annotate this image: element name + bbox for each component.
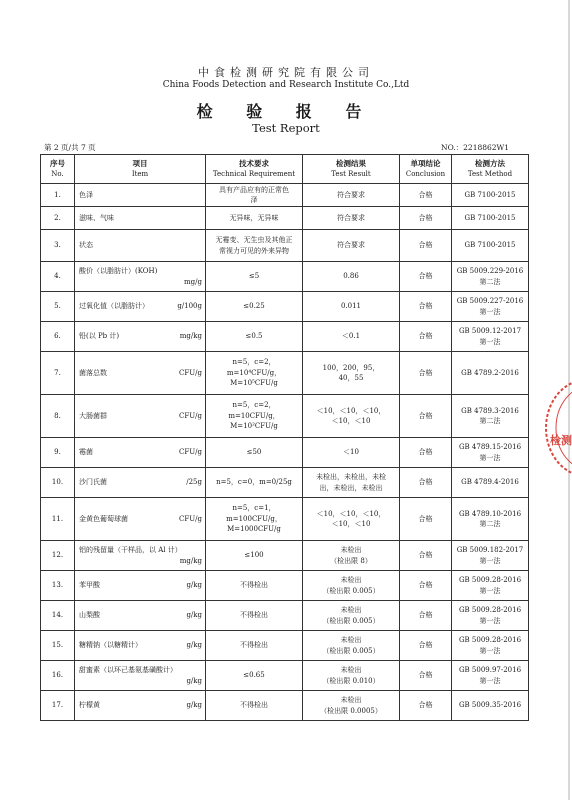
item-name: 过氧化值（以脂肪计）: [79, 302, 149, 311]
row-method-line: GB 5009.227-2016: [456, 297, 524, 305]
row-result-line: ＜10，＜10: [331, 520, 371, 528]
row-method: [452, 352, 529, 395]
row-conclusion: 合格: [400, 207, 452, 230]
row-method: [452, 322, 529, 352]
row-result: [303, 292, 400, 322]
row-method-line: GB 4789.4-2016: [461, 478, 519, 487]
row-item: [75, 184, 206, 207]
row-requirement: [206, 498, 303, 541]
row-number: 5.: [41, 292, 75, 322]
item-unit: mg/kg: [179, 332, 202, 341]
row-result: [303, 468, 400, 498]
row-item: [75, 292, 206, 322]
row-number: 16.: [41, 661, 75, 691]
row-requirement-line: 不得检出: [240, 581, 268, 590]
row-conclusion: 合格: [400, 571, 452, 601]
row-requirement-line: 不得检出: [240, 641, 268, 650]
row-item: [75, 631, 206, 661]
row-result-line: 出，未检出，未检出: [319, 483, 383, 492]
row-requirement-line: m=10⁴CFU/g，: [226, 368, 282, 377]
item-unit: CFU/g: [179, 514, 202, 523]
row-requirement-line: ≤5: [248, 272, 260, 281]
row-number: 3.: [41, 230, 75, 262]
row-requirement-line: ≤0.5: [245, 332, 263, 341]
row-method-line: 第二法: [479, 520, 501, 528]
table-row: [41, 571, 529, 601]
table-body: [41, 184, 529, 721]
row-item: [75, 322, 206, 352]
row-item: [75, 262, 206, 292]
item-unit: g/kg: [186, 701, 202, 710]
row-result-line: 0.011: [340, 302, 362, 311]
page-number: 第 2 页/共 7 页: [44, 143, 96, 152]
row-method: [452, 541, 529, 571]
item-name: 铝的残留量（干样品，以 Al 计）: [79, 546, 182, 554]
column-header-result: 检测结果 Test Result: [303, 155, 400, 184]
row-method-line: 第一法: [479, 586, 501, 595]
row-number: 12.: [41, 541, 75, 571]
row-item: [75, 601, 206, 631]
organization-name-cn: 中食检测研究院有限公司: [198, 66, 374, 79]
row-result: [303, 230, 400, 262]
row-result: [303, 395, 400, 438]
item-unit: CFU/g: [179, 411, 202, 420]
item-name: 菌落总数: [79, 368, 107, 377]
item-content: [79, 640, 202, 651]
row-method-line: 第一法: [479, 556, 501, 565]
row-requirement: [206, 631, 303, 661]
row-method: [452, 468, 529, 498]
row-result: [303, 184, 400, 207]
row-method-line: 第一法: [479, 676, 501, 685]
row-number: 2.: [41, 207, 75, 230]
row-number: 9.: [41, 438, 75, 468]
row-requirement-line: 无霉变、无生虫及其他正: [215, 236, 293, 244]
row-method-line: 第一法: [479, 337, 501, 346]
row-method-line: GB 7100-2015: [464, 190, 516, 199]
row-conclusion: 合格: [400, 322, 452, 352]
table-row: [41, 468, 529, 498]
row-result-line: （检出限 0.010）: [322, 676, 380, 685]
row-conclusion: 合格: [400, 292, 452, 322]
row-method-line: 第一法: [479, 646, 501, 655]
row-method: [452, 691, 529, 721]
row-method: [452, 601, 529, 631]
row-method-line: 第一法: [479, 307, 501, 316]
table-row: [41, 601, 529, 631]
item-content: [79, 514, 202, 525]
item-name: 酸价（以脂肪计）(KOH): [79, 267, 158, 275]
row-number: 14.: [41, 601, 75, 631]
row-requirement: [206, 571, 303, 601]
row-result-line: 符合要求: [337, 241, 365, 250]
row-conclusion: 合格: [400, 631, 452, 661]
table-header-row: [41, 155, 529, 184]
report-title-cn: 检 验 报 告: [196, 102, 376, 121]
item-content: [79, 610, 202, 621]
item-content: [79, 301, 202, 312]
row-result-line: 未检出: [340, 666, 362, 674]
item-name: 霉菌: [79, 448, 93, 457]
item-name: 铅(以 Pb 计): [79, 332, 120, 341]
item-name: 状态: [79, 241, 93, 250]
row-number: 1.: [41, 184, 75, 207]
item-unit: mg/kg: [179, 556, 202, 565]
row-requirement-line: n=5，c=2，: [232, 358, 276, 367]
item-unit: /25g: [186, 478, 202, 487]
item-unit: CFU/g: [179, 368, 202, 377]
row-requirement: [206, 661, 303, 691]
row-conclusion: 合格: [400, 395, 452, 438]
row-conclusion: 合格: [400, 438, 452, 468]
row-requirement-line: 具有产品应有的正常色: [219, 185, 289, 194]
row-requirement: [206, 541, 303, 571]
row-requirement-line: M=10²CFU/g: [230, 422, 278, 431]
row-method: [452, 395, 529, 438]
row-method: [452, 631, 529, 661]
row-result-line: （检出限 0.005）: [322, 586, 380, 595]
table-row: [41, 292, 529, 322]
row-requirement-line: ≤50: [246, 448, 262, 457]
table-row: [41, 207, 529, 230]
row-requirement-line: 不得检出: [240, 701, 268, 710]
row-item: [75, 230, 206, 262]
row-requirement-line: ≤0.25: [243, 302, 265, 311]
row-requirement: [206, 262, 303, 292]
row-number: 6.: [41, 322, 75, 352]
table-row: [41, 691, 529, 721]
row-conclusion: 合格: [400, 601, 452, 631]
table-row: [41, 631, 529, 661]
row-conclusion: 合格: [400, 468, 452, 498]
row-method-line: GB 5009.229-2016: [456, 267, 524, 275]
row-requirement-line: 无异味，无异味: [229, 213, 279, 222]
column-header-requirement: 技术要求 Technical Requirement: [206, 155, 303, 184]
row-result: [303, 631, 400, 661]
row-requirement: [206, 184, 303, 207]
row-conclusion: 合格: [400, 230, 452, 262]
item-unit: mg/g: [184, 277, 202, 286]
row-method-line: GB 4789.3-2016: [461, 406, 519, 415]
row-method: [452, 230, 529, 262]
row-result: [303, 691, 400, 721]
row-conclusion: 合格: [400, 498, 452, 541]
item-unit: g/100g: [177, 302, 202, 311]
row-number: 17.: [41, 691, 75, 721]
table-row: [41, 262, 529, 292]
row-method-line: GB 5009.97-2016: [458, 666, 522, 674]
item-content: [79, 266, 202, 287]
item-name: 沙门氏菌: [79, 478, 107, 487]
row-item: [75, 571, 206, 601]
table-row: [41, 661, 529, 691]
row-result: [303, 571, 400, 601]
table-row: [41, 352, 529, 395]
row-result-line: 40，55: [338, 374, 364, 382]
row-result-line: 未检出: [340, 636, 362, 644]
row-item: [75, 395, 206, 438]
row-number: 15.: [41, 631, 75, 661]
row-method-line: GB 4789.10-2016: [458, 509, 522, 518]
row-method: [452, 438, 529, 468]
row-method: [452, 207, 529, 230]
row-requirement-line: n=5，c=1，: [232, 504, 276, 513]
row-requirement: [206, 691, 303, 721]
row-result-line: ＜10，＜10，＜10，: [316, 509, 386, 518]
column-header-no: 序号 No.: [41, 155, 75, 184]
row-item: [75, 352, 206, 395]
item-content: [79, 240, 202, 251]
item-name: 苯甲酸: [79, 581, 100, 590]
row-requirement-line: n=5，c=2，: [232, 401, 276, 410]
row-result-line: 100，200，95，: [322, 363, 380, 372]
column-header-method: 检测方法 Test Method: [452, 155, 529, 184]
row-result: [303, 498, 400, 541]
row-requirement: [206, 207, 303, 230]
column-header-conclusion: 单项结论 Conclusion: [400, 155, 452, 184]
results-table: [40, 154, 529, 721]
row-result-line: 未检出，未检出，未检: [316, 473, 386, 481]
row-requirement-line: m=100CFU/g，: [226, 514, 282, 523]
row-method-line: GB 5009.12-2017: [458, 327, 522, 335]
row-requirement: [206, 438, 303, 468]
row-method-line: GB 7100-2015: [464, 213, 516, 222]
row-item: [75, 541, 206, 571]
row-requirement-line: n=5，c=0，m=0/25g: [216, 478, 292, 487]
row-result: [303, 601, 400, 631]
row-method: [452, 262, 529, 292]
row-conclusion: 合格: [400, 661, 452, 691]
row-result-line: 未检出: [340, 576, 362, 584]
table-row: [41, 230, 529, 262]
row-method-line: 第二法: [479, 417, 501, 425]
row-requirement: [206, 601, 303, 631]
item-name: 糖精钠（以糖精计）: [79, 641, 142, 650]
row-requirement-line: M=10⁵CFU/g: [230, 379, 278, 388]
item-content: [79, 447, 202, 458]
row-requirement-line: ≤0.65: [243, 671, 265, 680]
row-item: [75, 498, 206, 541]
item-content: [79, 213, 202, 224]
seal-outer-ring: [546, 380, 572, 476]
seal-text: 检测: [550, 434, 572, 447]
row-method-line: 第二法: [479, 277, 501, 286]
row-conclusion: 合格: [400, 184, 452, 207]
row-method: [452, 498, 529, 541]
row-result-line: 符合要求: [337, 190, 365, 199]
item-content: [79, 331, 202, 342]
row-result-line: 未检出: [340, 696, 362, 704]
row-result: [303, 352, 400, 395]
row-item: [75, 438, 206, 468]
row-requirement-line: ≤100: [244, 551, 264, 560]
row-result-line: ＜10: [343, 448, 359, 457]
row-method-line: GB 7100-2015: [464, 241, 516, 250]
row-requirement: [206, 468, 303, 498]
item-unit: g/kg: [186, 641, 202, 650]
row-method-line: GB 5009.28-2016: [458, 606, 522, 614]
row-result-line: 未检出: [340, 546, 362, 554]
item-content: [79, 368, 202, 379]
row-method-line: GB 4789.2-2016: [461, 368, 519, 377]
row-result-line: 未检出: [340, 606, 362, 614]
row-conclusion: 合格: [400, 541, 452, 571]
item-content: [79, 545, 202, 566]
item-content: [79, 477, 202, 488]
row-result-line: （检出限 0.005）: [322, 646, 380, 655]
table-row: [41, 438, 529, 468]
row-requirement: [206, 292, 303, 322]
row-method: [452, 571, 529, 601]
row-conclusion: 合格: [400, 262, 452, 292]
row-result: [303, 541, 400, 571]
row-requirement-line: 泽: [250, 196, 258, 204]
item-content: [79, 580, 202, 591]
row-requirement: [206, 395, 303, 438]
row-result-line: ＜0.1: [341, 332, 361, 341]
row-number: 4.: [41, 262, 75, 292]
row-item: [75, 468, 206, 498]
report-title-en: Test Report: [252, 121, 320, 135]
row-method: [452, 292, 529, 322]
row-result: [303, 438, 400, 468]
row-result-line: （检出限 0.005）: [322, 616, 380, 625]
table-row: [41, 322, 529, 352]
row-result-line: ＜10，＜10: [331, 417, 371, 425]
seal-inner-ring: [556, 386, 572, 470]
item-name: 甜蜜素（以环己基氨基磺酸计）: [79, 666, 177, 674]
row-requirement-line: 不得检出: [240, 611, 268, 620]
row-requirement-line: 常视力可见的外来异物: [219, 246, 289, 255]
item-content: [79, 411, 202, 422]
row-method-line: 第一法: [479, 453, 501, 462]
row-item: [75, 691, 206, 721]
row-method: [452, 184, 529, 207]
row-result-line: （检出限 8）: [330, 556, 372, 565]
item-name: 金黄色葡萄球菌: [79, 514, 128, 523]
row-number: 11.: [41, 498, 75, 541]
column-header-item: 项目 Item: [75, 155, 206, 184]
item-name: 山梨酸: [79, 611, 100, 620]
row-method-line: GB 5009.35-2016: [458, 701, 522, 710]
item-name: 滋味、气味: [79, 213, 114, 222]
item-unit: CFU/g: [179, 448, 202, 457]
row-result-line: ＜10，＜10，＜10，: [316, 406, 386, 415]
row-number: 7.: [41, 352, 75, 395]
table-row: [41, 541, 529, 571]
item-content: [79, 190, 202, 201]
row-method-line: GB 5009.182-2017: [456, 546, 524, 554]
row-result-line: 0.86: [343, 272, 359, 281]
row-requirement: [206, 352, 303, 395]
organization-name-en: China Foods Detection and Research Institute Co.,Ltd: [162, 80, 410, 90]
row-method: [452, 661, 529, 691]
table-row: [41, 395, 529, 438]
item-unit: g/kg: [186, 581, 202, 590]
row-number: 13.: [41, 571, 75, 601]
row-method-line: GB 5009.28-2016: [458, 576, 522, 584]
row-result: [303, 207, 400, 230]
row-result-line: （检出限 0.0005）: [320, 706, 382, 715]
row-method-line: GB 4789.15-2016: [458, 443, 522, 451]
row-result: [303, 661, 400, 691]
row-result-line: 符合要求: [337, 213, 365, 222]
row-requirement-line: M=1000CFU/g: [227, 525, 281, 534]
row-number: 10.: [41, 468, 75, 498]
row-result: [303, 262, 400, 292]
row-method-line: 第一法: [479, 616, 501, 625]
item-name: 色泽: [79, 190, 93, 199]
item-unit: g/kg: [186, 611, 202, 620]
row-conclusion: 合格: [400, 352, 452, 395]
row-conclusion: 合格: [400, 691, 452, 721]
row-result: [303, 322, 400, 352]
row-requirement: [206, 322, 303, 352]
row-requirement-line: m=10CFU/g，: [228, 411, 280, 420]
table-row: [41, 498, 529, 541]
item-name: 大肠菌群: [79, 411, 107, 420]
row-item: [75, 207, 206, 230]
row-number: 8.: [41, 395, 75, 438]
item-content: [79, 665, 202, 686]
item-name: 柠檬黄: [79, 701, 100, 710]
row-item: [75, 661, 206, 691]
inspection-seal: [536, 378, 572, 478]
item-content: [79, 700, 202, 711]
item-unit: g/kg: [186, 676, 202, 685]
row-method-line: GB 5009.28-2016: [458, 636, 522, 644]
table-row: [41, 184, 529, 207]
report-number: NO.：2218862W1: [441, 143, 510, 152]
row-requirement: [206, 230, 303, 262]
